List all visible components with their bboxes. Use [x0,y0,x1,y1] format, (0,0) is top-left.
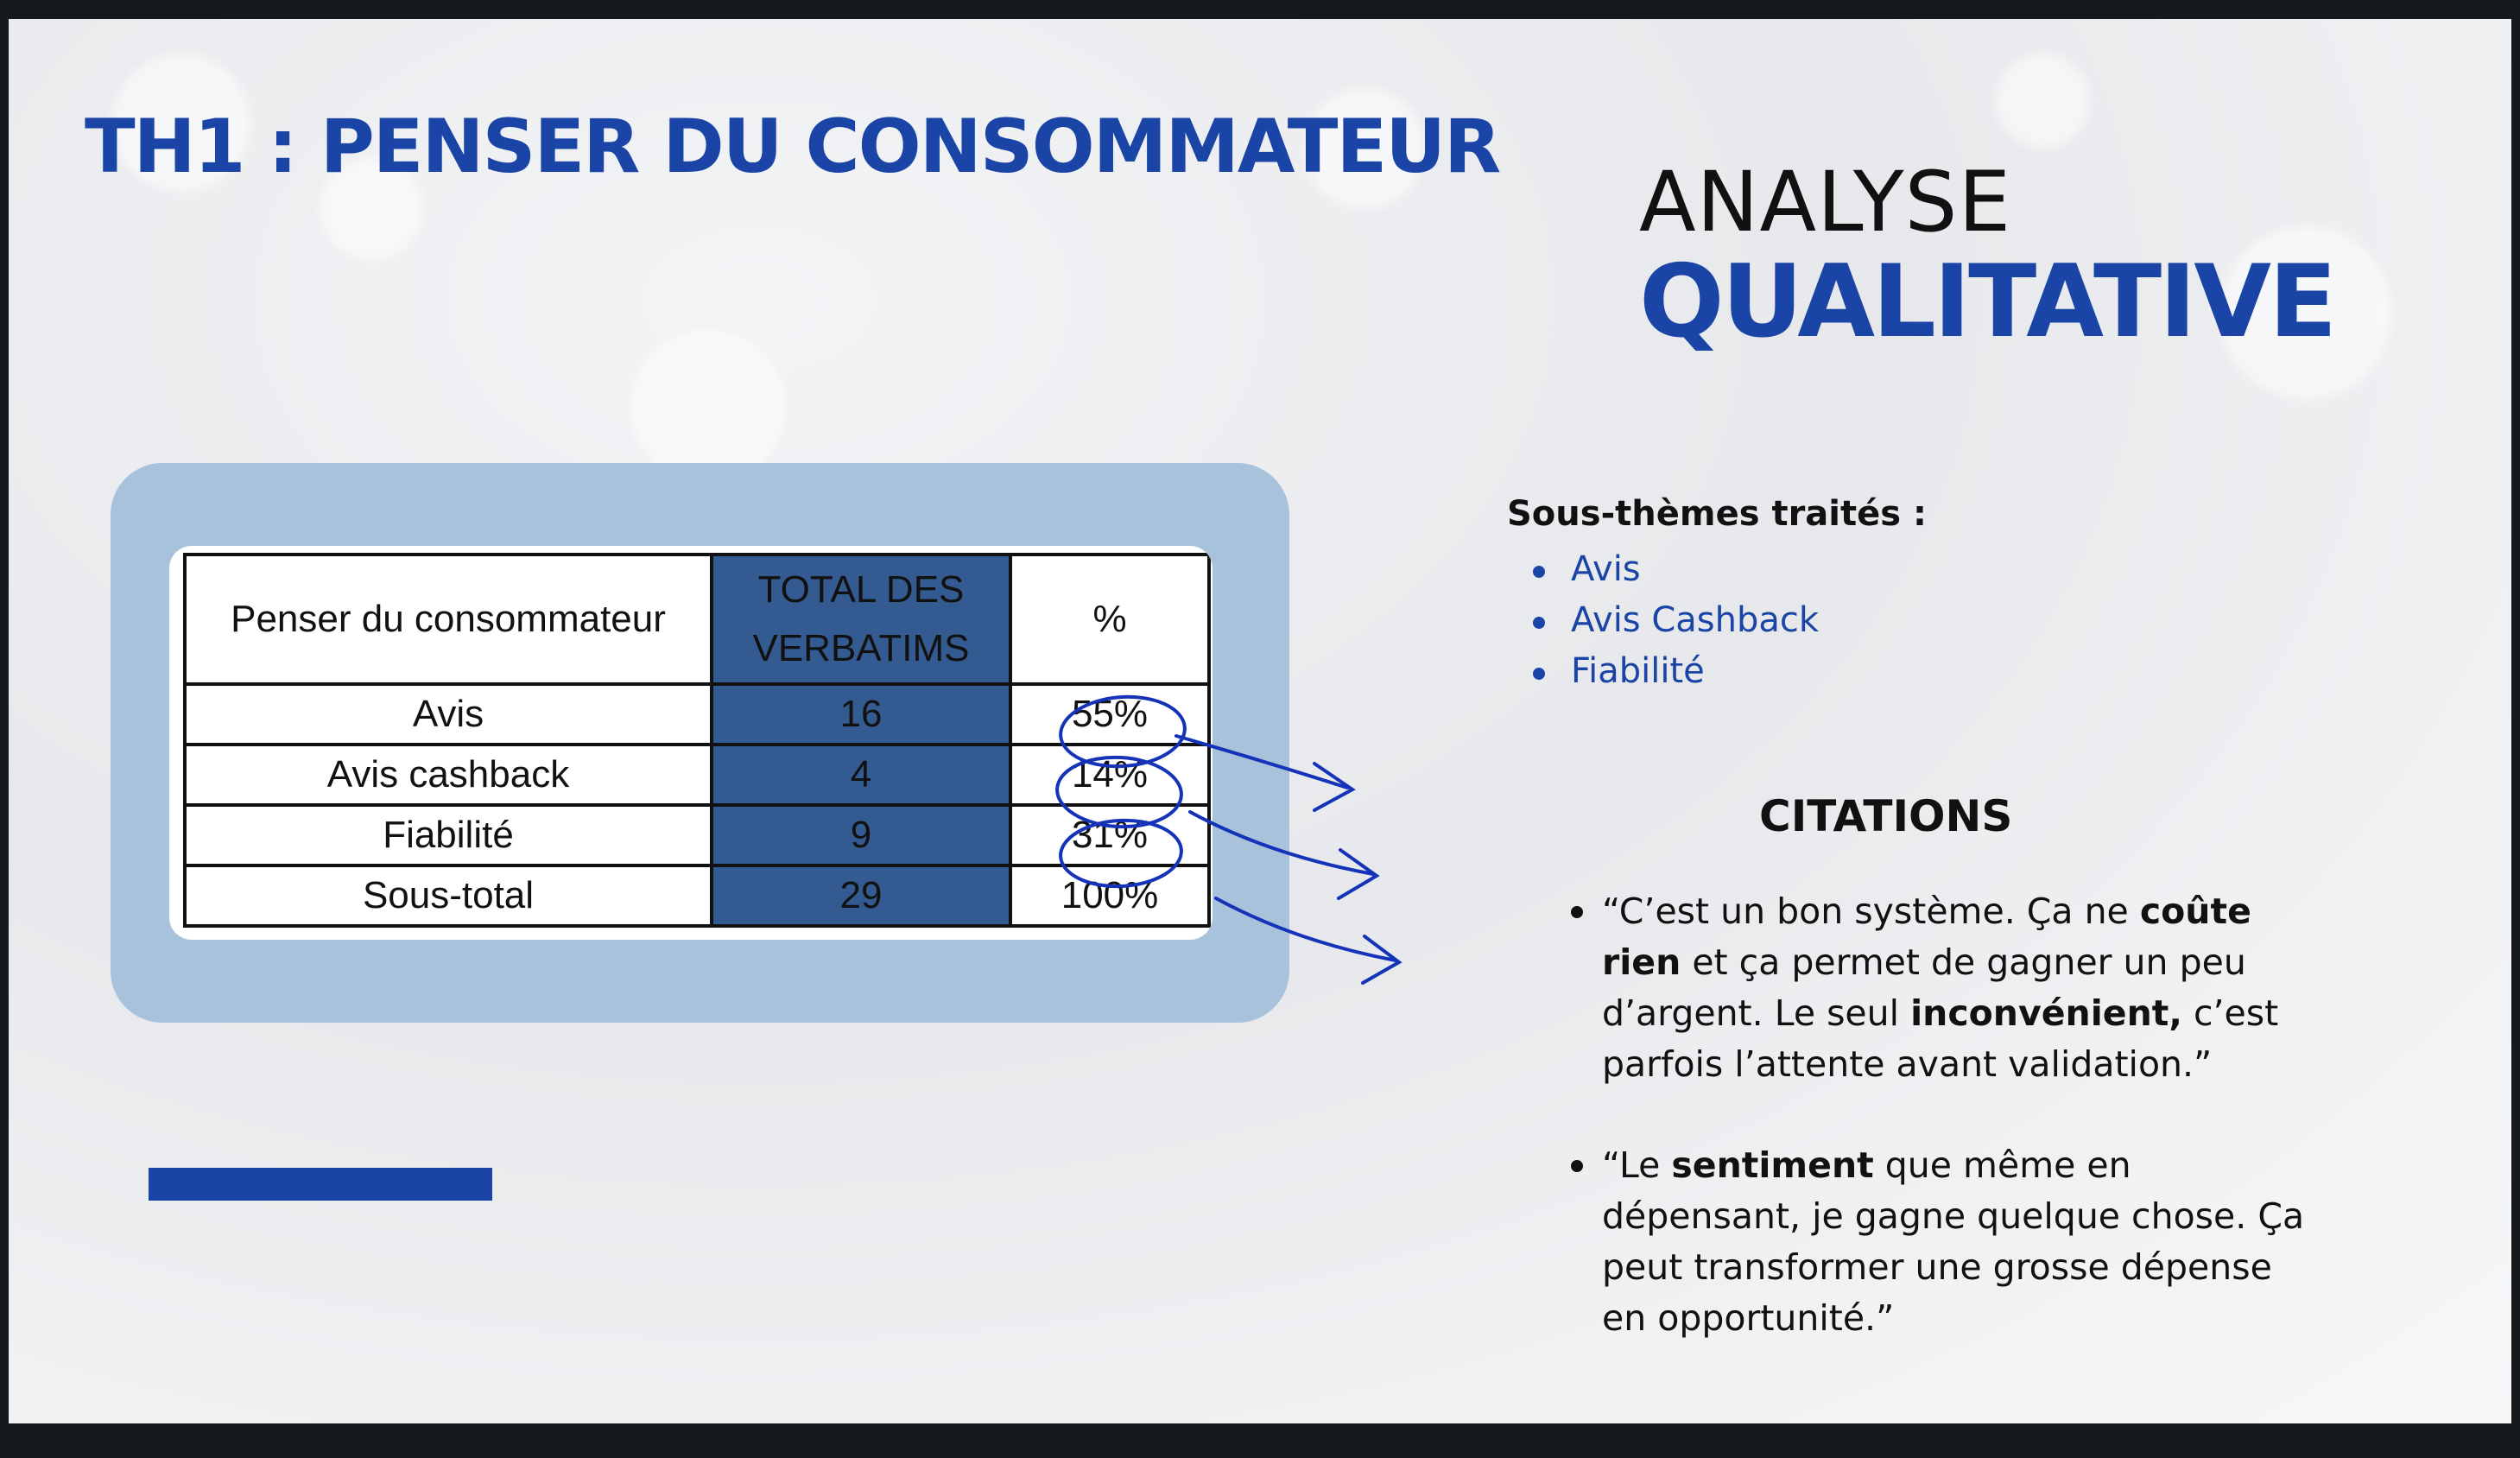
quote-text: que même en dépensant, je gagne quelque chose. Ça peut transformer une grosse dépense en opportunité.” [1602,1144,2305,1339]
table-row [185,805,1209,865]
table-row [185,745,1209,805]
quote-text: c’est parfois l’attente avant validation.” [1602,992,2279,1085]
quote-text: et ça permet de gagner un peu d’argent. Le seul [1602,941,2246,1034]
row-total: 16 [712,684,1010,745]
row-percent: 55% [1010,684,1209,745]
header-total-line1: TOTAL DES [757,568,965,611]
table-row [185,865,1209,926]
bullet-icon [1533,617,1545,629]
subthemes-list [1533,544,1819,697]
row-label: Avis [185,684,712,745]
subtheme-label: Avis Cashback [1571,600,1820,640]
table-card [169,546,1213,940]
row-label: Avis cashback [185,745,712,805]
row-total: 4 [712,745,1010,805]
quote-emphasis: inconvénient, [1910,992,2182,1034]
header-total [712,555,1010,684]
row-percent: 14% [1010,745,1209,805]
subthemes-title: Sous-thèmes traités : [1507,494,1927,534]
row-percent: 100% [1010,865,1209,926]
bullet-icon [1571,1160,1583,1172]
citations-title: CITATIONS [1759,791,2013,841]
header-total-line2: VERBATIMS [752,627,970,669]
list-item [1533,595,1819,646]
quote-text: “C’est un bon système. Ça ne [1602,891,2140,932]
header-theme: Penser du consommateur [185,555,712,684]
table-row [185,684,1209,745]
table-header-row [185,555,1209,684]
citation-quote-1 [1602,886,2319,1090]
bullet-icon [1533,566,1545,578]
list-item [1533,646,1819,697]
heading-qualitative: QUALITATIVE [1639,244,2335,360]
heading-analyse: ANALYSE [1639,154,2012,250]
bullet-icon [1571,906,1583,918]
row-total: 9 [712,805,1010,865]
quote-text: “Le [1602,1144,1672,1186]
slide-title: TH1 : PENSER DU CONSOMMATEUR [85,104,1500,190]
quote-emphasis: coûte rien [1602,891,2251,983]
row-label: Fiabilité [185,805,712,865]
row-label: Sous-total [185,865,712,926]
list-item [1533,544,1819,595]
subtheme-label: Avis [1571,549,1641,589]
row-percent: 31% [1010,805,1209,865]
data-table [183,553,1211,928]
bullet-icon [1533,668,1545,680]
subtheme-label: Fiabilité [1571,651,1705,691]
decorative-bar [149,1168,492,1201]
header-percent: % [1010,555,1209,684]
citation-quote-2 [1602,1140,2319,1344]
row-total: 29 [712,865,1010,926]
quote-emphasis: sentiment [1671,1144,1874,1186]
